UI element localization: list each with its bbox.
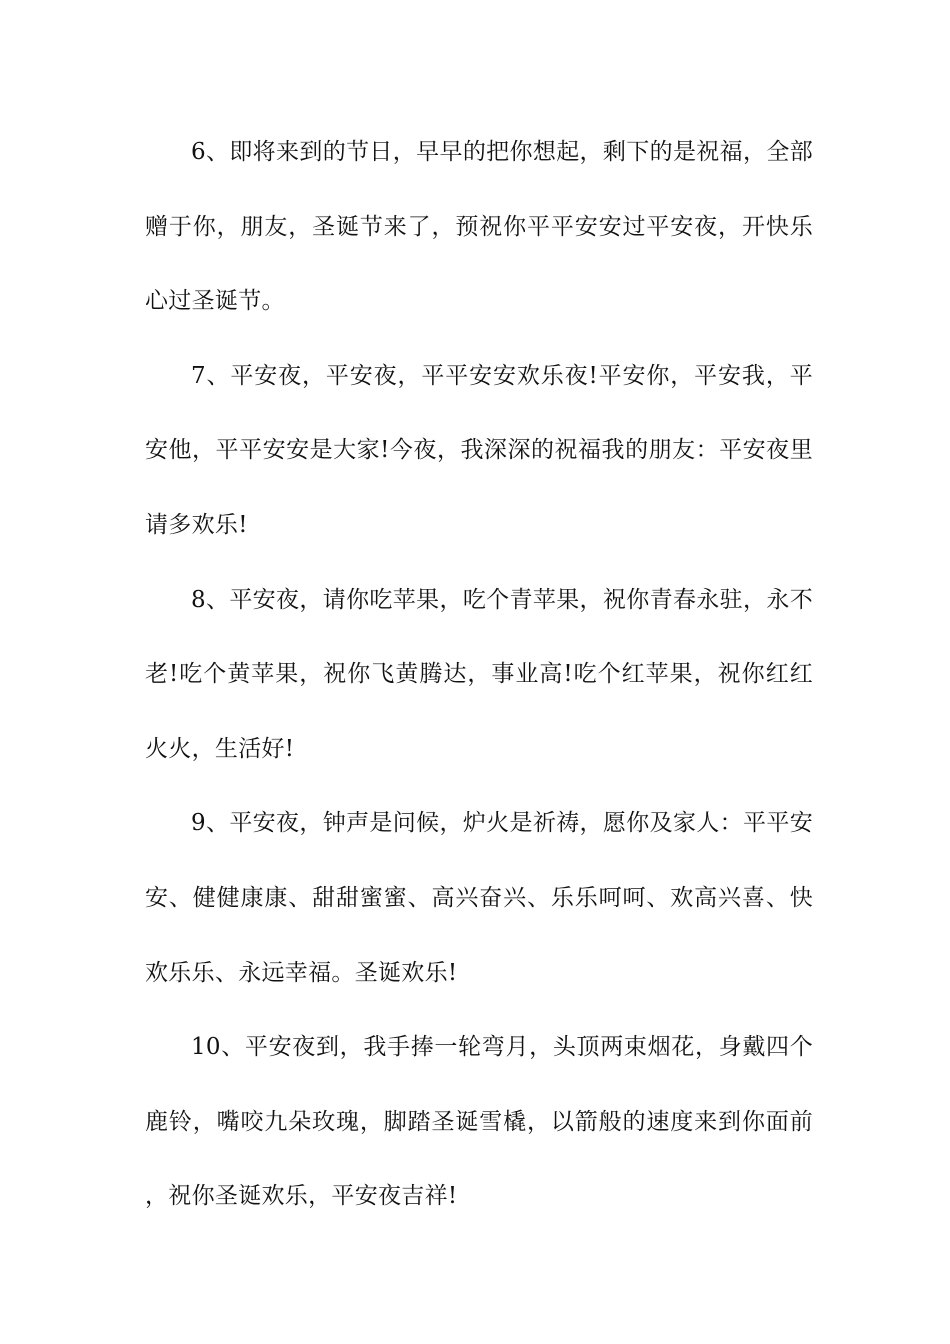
paragraph-9: 9、平安夜，钟声是问候，炉火是祈祷，愿你及家人：平平安安、健健康康、甜甜蜜蜜、高兴奋兴、乐乐呵呵、欢高兴喜、快欢乐乐、永远幸福。圣诞欢乐! bbox=[145, 810, 813, 986]
document-body bbox=[145, 115, 813, 1234]
paragraph-6: 6、即将来到的节日，早早的把你想起，剩下的是祝福，全部赠于你，朋友，圣诞节来了，预祝你平平安安过平安夜，开快乐心过圣诞节。 bbox=[145, 139, 813, 315]
paragraph-7: 7、平安夜，平安夜，平平安安欢乐夜!平安你，平安我，平安他，平平安安是大家!今夜，我深深的祝福我的朋友：平安夜里请多欢乐! bbox=[145, 362, 813, 538]
paragraph-8: 8、平安夜，请你吃苹果，吃个青苹果，祝你青春永驻，永不老!吃个黄苹果，祝你飞黄腾达，事业高!吃个红苹果，祝你红红火火，生活好! bbox=[145, 586, 813, 762]
paragraph-10: 10、平安夜到，我手捧一轮弯月，头顶两束烟花，身戴四个鹿铃，嘴咬九朵玫瑰，脚踏圣诞雪橇，以箭般的速度来到你面前，祝你圣诞欢乐，平安夜吉祥! bbox=[145, 1034, 813, 1210]
